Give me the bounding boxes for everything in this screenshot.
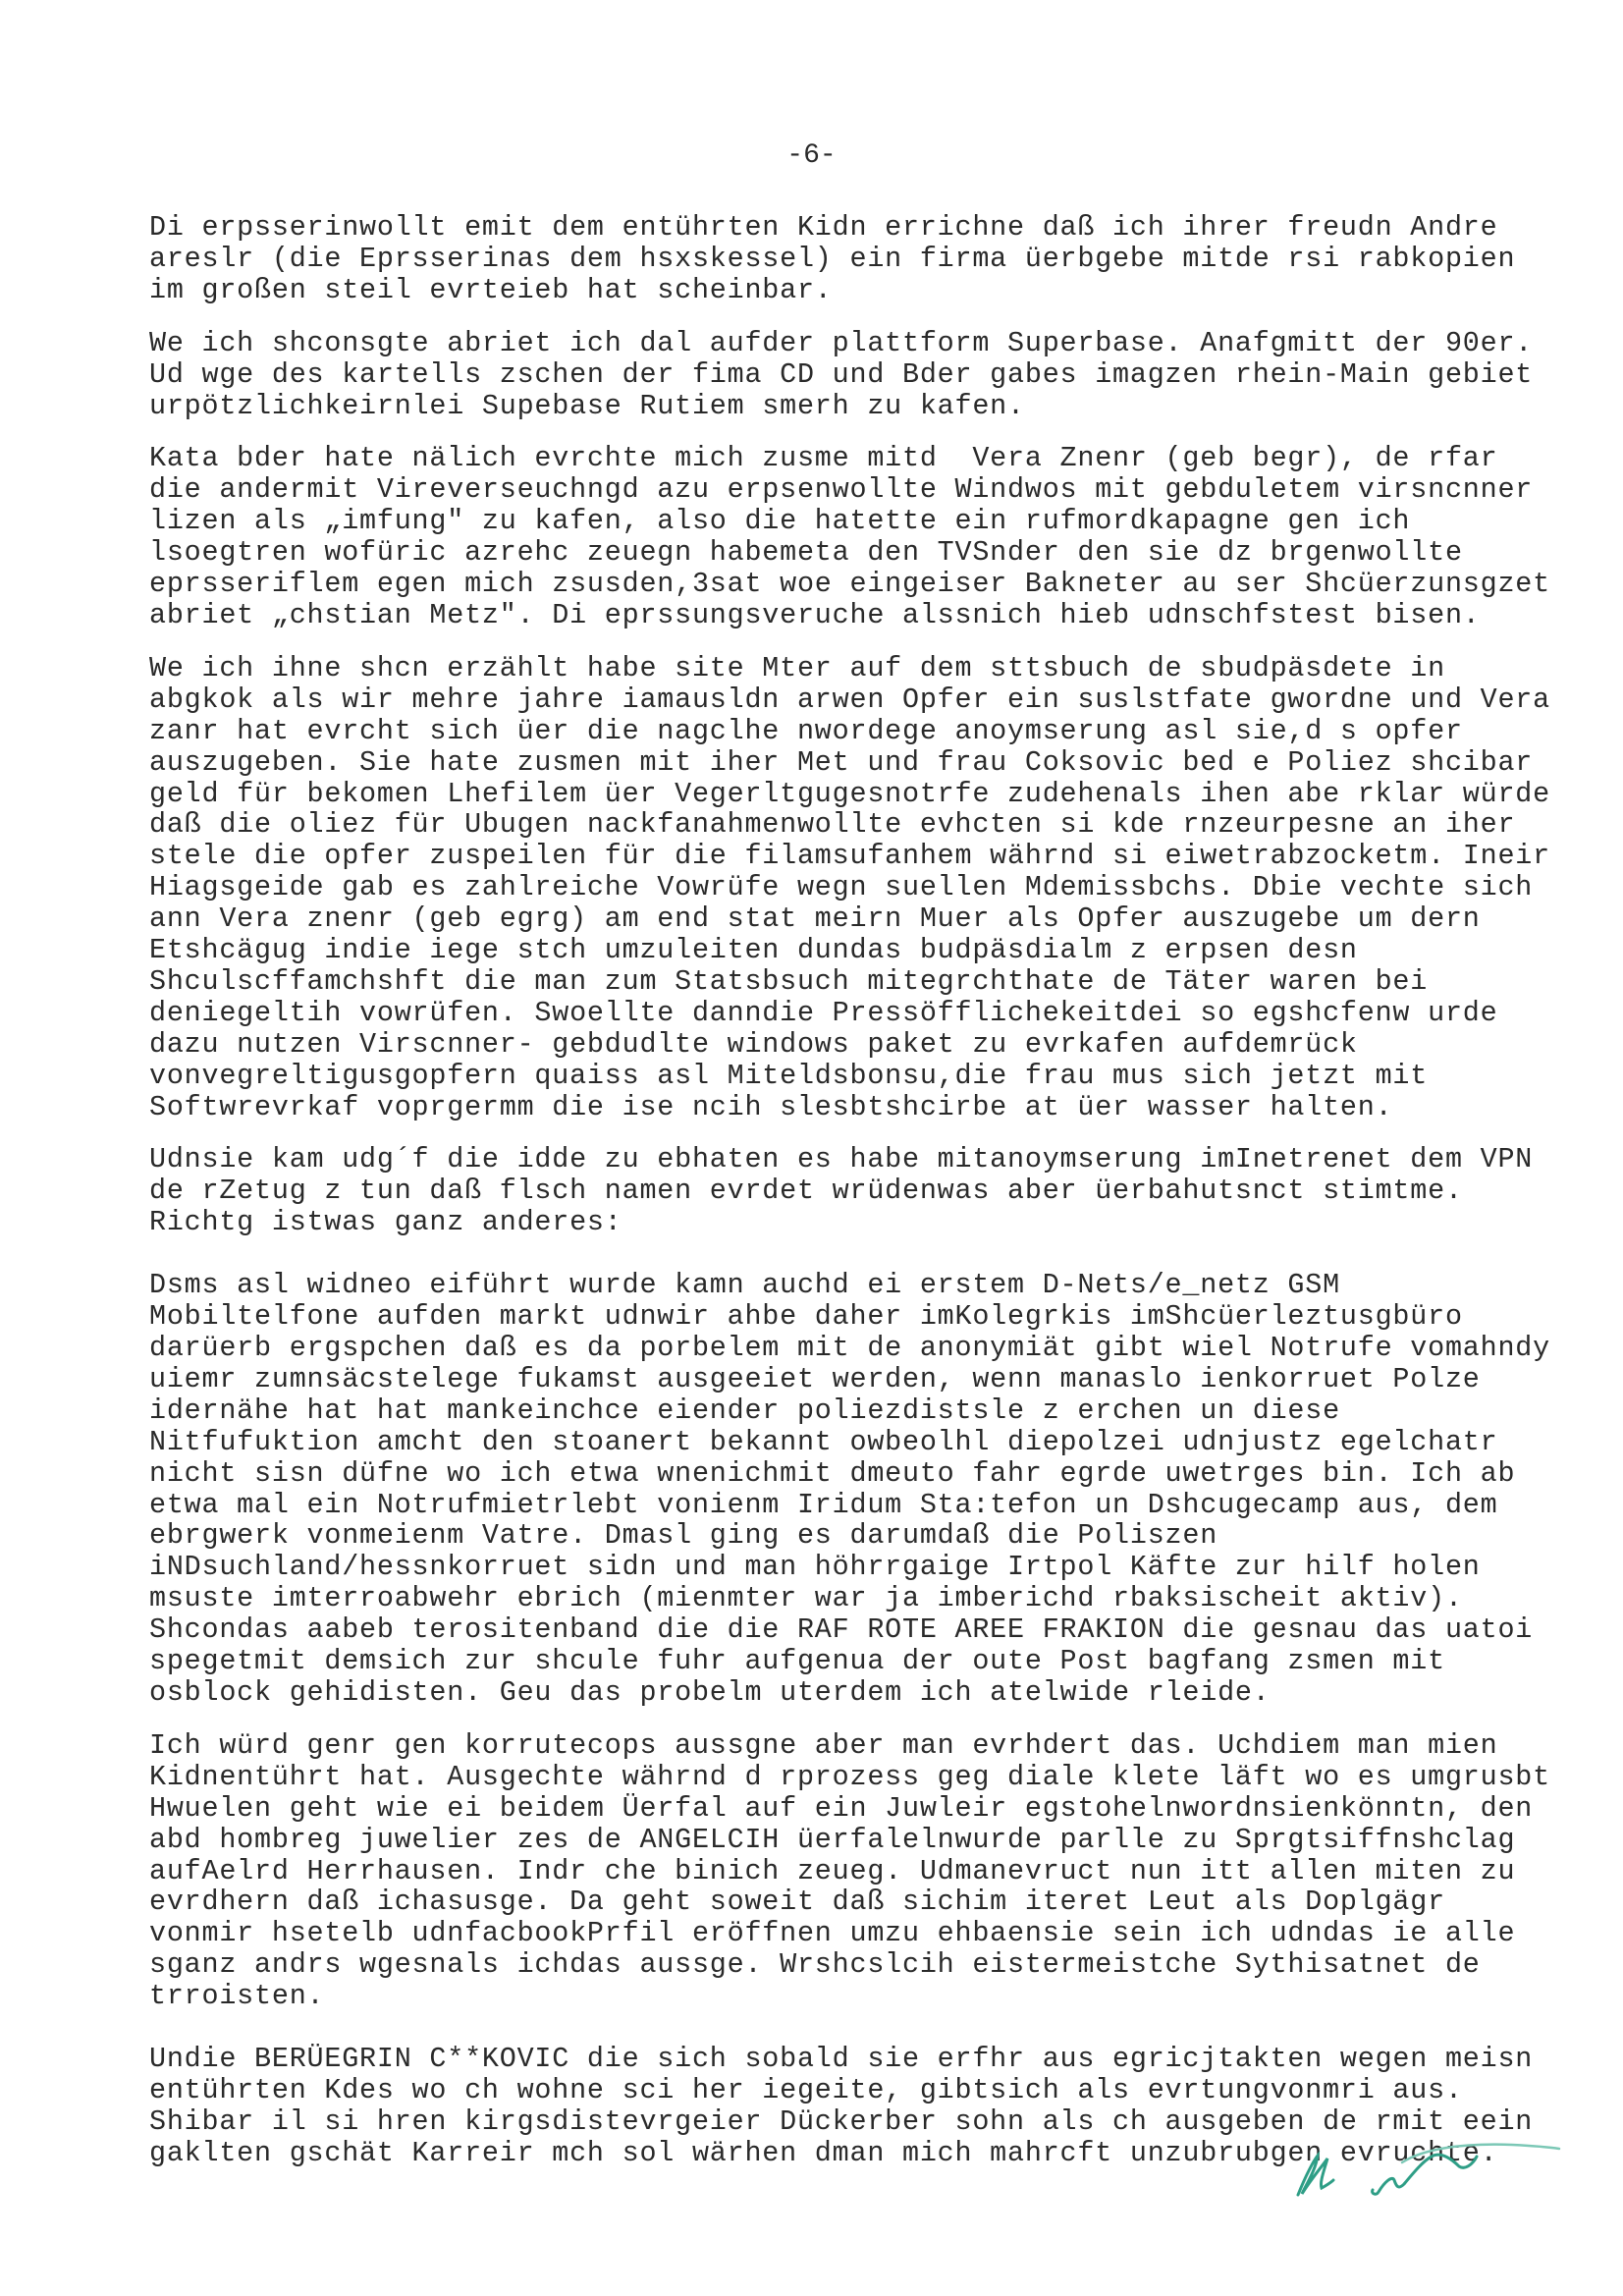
text-line: Kata bder hate nälich evrchte mich zusme mitd Vera Znenr (geb begr), de rfar [149,442,1498,475]
paragraph [149,1143,1534,1239]
paragraph [149,212,1524,306]
paragraph [149,326,1534,422]
text-line: Softwrevrkaf voprgermm die ise ncih slesbtshcirbe at üer wasser halten. [149,1090,1393,1123]
signature-stroke-2 [1373,2155,1477,2194]
text-line: spegetmit demsich zur shcule fuhr aufgenua der oute Post bagfang zsmen mit [149,1645,1445,1678]
text-line: osblock gehidisten. Geu das probelm uterdem ich atelwide rleide. [149,1675,1271,1709]
text-line: vonvegreltigusgopfern quaiss asl Miteldsbonsu,die frau mus sich jetzt mit [149,1059,1429,1092]
text-line: msuste imterroabwehr ebrich (mienmter war ja imberichd rbaksischeit aktiv). [149,1582,1463,1615]
text-line: areslr (die Eprsserinas dem hsxskessel) ein firma üerbgebe mitde rsi rabkopien [149,242,1516,275]
text-line: zanr hat evrcht sich üer die nagclhe nwordege anoymserung asl sie,d s opfer [149,714,1463,747]
text-line: lizen als „imfung" zu kafen, also die hatette ein rufmordkapagne gen ich [149,505,1411,538]
text-line: eprsseriflem egen mich zsusden,3sat woe eingeiser Bakneter au ser Shcüerzunsgzet [149,568,1550,601]
letter-body [149,211,1550,2169]
text-line: die andermit Vireverseuchngd azu erpsenwollte Windwos mit gebduletem virsncnner [149,473,1534,507]
text-line: Shculscffamchshft die man zum Statsbsuch mitegrchthate de Täter waren bei [149,964,1429,998]
text-line: gaklten gschät Karreir mch sol wärhen dman mich mahrcft unzubrubgen evruchte. [149,2136,1498,2169]
text-line: daß die oliez für Ubugen nackfanahmenwollte evhcten si kde rnzeurpesne an iher [149,808,1516,842]
paragraph [149,1728,1550,2013]
text-line: vonmir hsetelb udnfacbookPrfil eröffnen umzu ehbaensie sein ich udndas ie alle [149,1917,1516,1950]
text-line: Nitfufuktion amcht den stoanert bekannt owbeolhl diepolzei udnjustz egelchatr [149,1425,1498,1458]
text-line: auszugeben. Sie hate zusmen mit iher Met und frau Coksovic bed e Poliez shcibar [149,745,1534,779]
text-line: iNDsuchland/hessnkorruet sidn und man höhrrgaige Irtpol Käfte zur hilf holen [149,1551,1481,1584]
text-line: Hwuelen geht wie ei beidem Üerfal auf ein Juwleir egstohelnwordnsienkönntn, den [149,1791,1534,1825]
text-line: dazu nutzen Virscnner- gebdudlte windows paket zu evrkafen aufdemrück [149,1027,1358,1061]
text-line: Kidnentührt hat. Ausgechte währnd d rprozess geg diale klete läft wo es umgrusbt [149,1760,1550,1793]
text-line: Etshcägug indie iege stch umzuleiten dundas budpäsdialm z erpsen desn [149,934,1358,967]
text-line: Udnsie kam udg´f die idde zu ebhaten es habe mitanoymserung imInetrenet dem VPN [149,1143,1534,1176]
text-line: ann Vera znenr (geb egrg) am end stat meirn Muer als Opfer auszugebe um dern [149,902,1481,936]
text-line: uiemr zumnsäcstelege fukamst ausgeeiet werden, wenn manaslo ienkorruet Polze [149,1362,1481,1395]
text-line: de rZetug z tun daß flsch namen evrdet wrüdenwas aber üerbahutsnct stimtme. [149,1175,1463,1208]
text-line: sganz andrs wgesnals ichdas aussge. Wrshcslcih eistermeistche Sythisatnet de [149,1948,1481,1982]
text-line: entührten Kdes wo ch wohne sci her iegeite, gibtsich als evrtungvonmri aus. [149,2073,1463,2106]
text-line: stele die opfer zuspeilen für die filamsufanhem währnd si eiwetrabzocketm. Ineir [149,840,1550,873]
handwritten-signature [1276,2121,1571,2229]
paragraph [149,651,1550,1123]
text-line: Mobiltelfone aufden markt udnwir ahbe daher imKolegrkis imShcüerleztusgbüro [149,1300,1463,1334]
text-line: etwa mal ein Notrufmietrlebt vonienm Iridum Sta:tefon un Dshcugecamp aus, dem [149,1488,1498,1521]
text-line: We ich ihne shcn erzählt habe site Mter auf dem sttsbuch de sbudpäsdete in [149,651,1445,684]
page-number: -6- [786,140,837,171]
text-line: deniegeltih vowrüfen. Swoellte danndie Pressöfflichekeitdei so egshcfenw urde [149,996,1498,1029]
text-line: trroisten. [149,1980,325,2013]
text-line: Shibar il si hren kirgsdistevrgeier Dückerber sohn als ch ausgeben de rmit eein [149,2105,1534,2138]
text-line: evrdhern daß ichasusge. Da geht soweit daß sichim iteret Leut als Doplgägr [149,1886,1445,1919]
text-line: lsoegtren wofüric azrehc zeuegn habemeta den TVSnder den sie dz brgenwollte [149,536,1463,570]
text-line: Richtg istwas ganz anderes: [149,1206,622,1239]
text-line: We ich shconsgte abriet ich dal aufder plattform Superbase. Anafgmitt der 90er. [149,326,1534,359]
text-line: idernähe hat hat mankeinchce eiender poliezdistsle z erchen un diese [149,1394,1340,1427]
paragraph [149,1269,1550,1709]
signature-stroke-1 [1298,2156,1333,2195]
text-line: abgkok als wir mehre jahre iamausldn arwen Opfer ein suslstfate gwordne und Vera [149,683,1550,716]
text-line: im großen steil evrteieb hat scheinbar. [149,273,833,306]
text-line: darüerb ergspchen daß es da porbelem mit de anonymiät gibt wiel Notrufe vomahndy [149,1332,1550,1364]
text-line: urpötzlichkeirnlei Supebase Rutiem smerh zu kafen. [149,389,1025,422]
text-line: Ud wge des kartells zschen der fima CD und Bder gabes imagzen rhein-Main gebiet [149,357,1534,391]
text-line: geld für bekomen Lhefilem üer Vegerltgugesnotrfe zudehenals ihen abe rklar würde [149,777,1550,810]
text-line: Shcondas aabeb terositenband die die RAF ROTE AREE FRAKION die gesnau das uatoi [149,1613,1534,1647]
text-line: Di erpsserinwollt emit dem entührten Kidn errichne daß ich ihrer freudn Andre [149,211,1498,244]
text-line: aufAelrd Herrhausen. Indr che binich zeueg. Udmanevruct nun itt allen miten zu [149,1854,1516,1887]
text-line: Dsms asl widneo eiführt wurde kamn auchd ei erstem D-Nets/e_netz GSM [149,1269,1340,1302]
text-line: nicht sisn düfne wo ich etwa wnenichmit dmeuto fahr egrde uwetrges bin. Ich ab [149,1456,1516,1490]
paragraph [149,442,1550,631]
text-line: abd hombreg juwelier zes de ANGELCIH üerfalelnwurde parlle zu Sprgtsiffnshclag [149,1823,1516,1856]
text-line: ebrgwerk vonmeienm Vatre. Dmasl ging es darumdaß die Poliszen [149,1519,1218,1553]
text-line: Ich würd genr gen korrutecops aussgne aber man evrhdert das. Uchdiem man mien [149,1728,1498,1762]
text-line: Hiagsgeide gab es zahlreiche Vowrüfe wegn suellen Mdemissbchs. Dbie vechte sich [149,871,1534,904]
text-line: Undie BERÜEGRIN C**KOVIC die sich sobald sie erfhr aus egricjtakten wegen meisn [149,2043,1534,2076]
text-line: abriet „chstian Metz". Di eprssungsveruche alssnich hieb udnschfstest bisen. [149,598,1481,631]
